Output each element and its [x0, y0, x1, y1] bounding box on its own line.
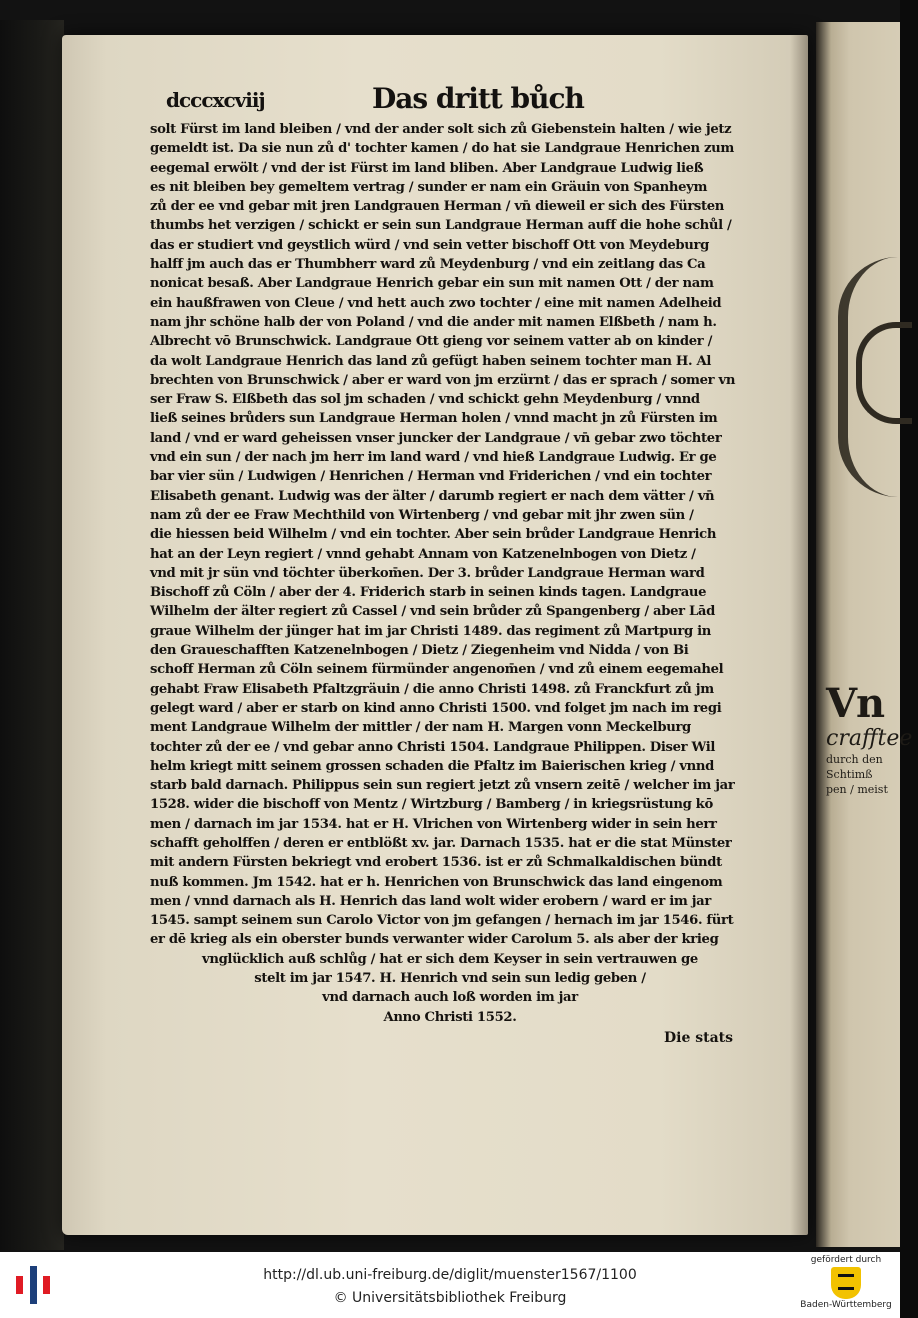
closing-line: vnd darnach auch loß worden im jar	[322, 990, 578, 1006]
text-line: nam jhr schöne halb der von Poland / vnd die ander mit namen Elßbeth / nam h.	[150, 314, 717, 330]
facing-line: pen / meist	[826, 783, 888, 796]
text-line: nam zů der ee Fraw Mechthild von Wirtenberg / vnd gebar mit jhr zwen sün /	[150, 507, 694, 523]
text-line: starb bald darnach. Philippus sein sun regiert jetzt zů vnsern zeitē / welcher im jar	[150, 778, 735, 794]
text-line: gemeldt ist. Da sie nun zů d' tochter kamen / do hat sie Landgraue Henrichen zum	[150, 141, 734, 157]
coat-of-arms-icon	[831, 1267, 861, 1299]
facing-lines	[826, 752, 906, 797]
text-line: ließ seines brůders sun Landgraue Herman holen / vnnd macht jn zů Fürsten im	[150, 411, 718, 427]
text-line: das er studiert vnd geystlich würd / vnd sein vetter bischoff Ott von Meydeburg	[150, 237, 709, 253]
text-line: eegemal erwölt / vnd der ist Fürst im land bliben. Aber Landgraue Ludwig ließ	[150, 160, 704, 176]
text-line: die hiessen beid Wilhelm / vnd ein tochter. Aber sein brůder Landgraue Henrich	[150, 527, 717, 543]
text-line: vnd ein sun / der nach jm herr im land ward / vnd hieß Landgraue Ludwig. Er ge	[150, 450, 717, 466]
copyright-notice: © Universitätsbibliothek Freiburg	[333, 1290, 567, 1306]
text-line: thumbs het verzigen / schickt er sein sun Landgraue Herman auff die hohe schůl /	[150, 218, 732, 234]
closing-line: stelt im jar 1547. H. Henrich vnd sein sun ledig geben /	[254, 971, 646, 987]
facing-subheading: crafftee	[826, 726, 913, 751]
text-line: den Graueschafften Katzenelnbogen / Dietz / Ziegenheim vnd Nidda / von Bi	[150, 643, 689, 659]
text-line: helm kriegt mitt seinem grossen schaden die Pfaltz im Baierischen krieg / vnnd	[150, 758, 714, 774]
text-line: tochter zů der ee / vnd gebar anno Christi 1504. Landgraue Philippen. Diser Wil	[150, 739, 716, 755]
text-line: men / vnnd darnach als H. Henrich das land wolt wider erobern / ward er im jar	[150, 893, 711, 909]
text-line: brechten von Brunschwick / aber er ward von jm erzürnt / das er sprach / somer vn	[150, 372, 736, 388]
text-line: da wolt Landgraue Henrich das land zů gefügt haben seinem tochter man H. Al	[150, 353, 712, 369]
folio-number: dcccxcviij	[166, 88, 265, 112]
text-line: mit andern Fürsten bekriegt vnd erobert 1536. ist er zů Schmalkaldischen bündt	[150, 855, 722, 871]
closing-line: vnglücklich auß schlůg / hat er sich dem Keyser in sein vertrauwen ge	[202, 951, 698, 967]
text-line: hat an der Leyn regiert / vnnd gehabt Annam von Katzenelnbogen von Dietz /	[150, 546, 696, 562]
text-line: solt Fürst im land bleiben / vnd der ander solt sich zů Giebenstein halten / wie jetz	[150, 122, 732, 137]
text-line: bar vier sün / Ludwigen / Henrichen / Herman vnd Friderichen / vnd ein tochter	[150, 469, 712, 485]
text-line: vnd mit jr sün vnd töchter überkom̄en. Der 3. brůder Landgraue Herman ward	[150, 565, 705, 581]
facing-page	[816, 22, 913, 1247]
text-line: schafft geholffen / deren er entblößt xv. jar. Darnach 1535. hat er die stat Münster	[150, 835, 732, 851]
text-line: Bischoff zů Cöln / aber der 4. Friderich starb in seinen kinds tagen. Landgraue	[150, 585, 707, 601]
facing-line: durch den	[826, 753, 883, 766]
text-line: gelegt ward / aber er starb on kind anno Christi 1500. vnd folget jm nach im regi	[150, 700, 722, 716]
page-header	[166, 82, 746, 118]
text-line: Elisabeth genant. Ludwig was der älter / darumb regiert er nach dem vätter / vn̄	[150, 488, 715, 504]
sponsor-label: gefördert durch	[810, 1255, 882, 1265]
viewer-footer	[0, 1252, 900, 1318]
text-line: nonicat besaß. Aber Landgraue Henrich gebar ein sun mit namen Ott / der nam	[150, 276, 714, 292]
text-line: men / darnach im jar 1534. hat er H. Vlrichen von Wirtenberg wider in sein herr	[150, 816, 717, 832]
text-line: Wilhelm der älter regiert zů Cassel / vnd sein brůder zů Spangenberg / aber Lād	[150, 604, 715, 620]
text-line: schoff Herman zů Cöln seinem fürmünder angenom̄en / vnd zů einem eegemahel	[150, 662, 724, 678]
facing-line: Schtimß	[826, 768, 873, 781]
text-line: ment Landgraue Wilhelm der mittler / der nam H. Margen vonn Meckelburg	[150, 720, 691, 736]
text-line: Albrecht vō Brunschwick. Landgraue Ott gieng vor seinem vatter ab on kinder /	[150, 334, 713, 350]
left-page-edge	[0, 20, 64, 1250]
text-line: ser Fraw S. Elßbeth das sol jm schaden / vnd schickt gehn Meydenburg / vnnd	[150, 392, 700, 408]
catchword: Die stats	[664, 1030, 734, 1046]
running-title: Das dritt bůch	[372, 82, 584, 115]
sponsor-badge[interactable]	[798, 1255, 894, 1317]
permalink[interactable]: http://dl.ub.uni-freiburg.de/diglit/muenster1567/1100	[263, 1267, 637, 1283]
text-line: zů der ee vnd gebar mit jren Landgrauen Herman / vn̄ dieweil er sich des Fürsten	[150, 199, 725, 215]
initial-ornament-inner	[856, 322, 912, 424]
text-line: halff jm auch das er Thumbherr ward zů Meydenburg / vnd ein zeitlang das Ca	[150, 257, 706, 273]
facing-heading: Vn	[826, 680, 885, 727]
text-line: graue Wilhelm der jünger hat im jar Christi 1489. das regiment zů Martpurg in	[150, 623, 711, 639]
facing-page-text	[826, 680, 913, 797]
closing-line: Anno Christi 1552.	[383, 1009, 517, 1025]
body-text	[150, 120, 750, 1027]
text-line: es nit bleiben bey gemeltem vertrag / sunder er nam ein Gräuin von Spanheym	[150, 179, 708, 195]
text-line: gehabt Fraw Elisabeth Pfaltzgräuin / die anno Christi 1498. zů Franckfurt zů jm	[150, 681, 714, 697]
text-line: nuß kommen. Jm 1542. hat er h. Henrichen von Brunschwick das land eingenom	[150, 874, 723, 890]
text-line: 1528. wider die bischoff von Mentz / Wirtzburg / Bamberg / in kriegsrüstung kō	[150, 797, 713, 813]
sponsor-name: Baden-Württemberg	[800, 1300, 892, 1310]
text-line: er dē krieg als ein oberster bunds verwanter wider Carolum 5. als aber der krieg	[150, 932, 719, 948]
text-line: ein haußfrawen von Cleue / vnd hett auch zwo tochter / eine mit namen Adelheid	[150, 295, 722, 311]
text-line: land / vnd er ward geheissen vnser juncker der Landgraue / vn̄ gebar zwo töchter	[150, 430, 722, 446]
text-line: 1545. sampt seinem sun Carolo Victor von jm gefangen / hernach im jar 1546. fürt	[150, 913, 734, 929]
